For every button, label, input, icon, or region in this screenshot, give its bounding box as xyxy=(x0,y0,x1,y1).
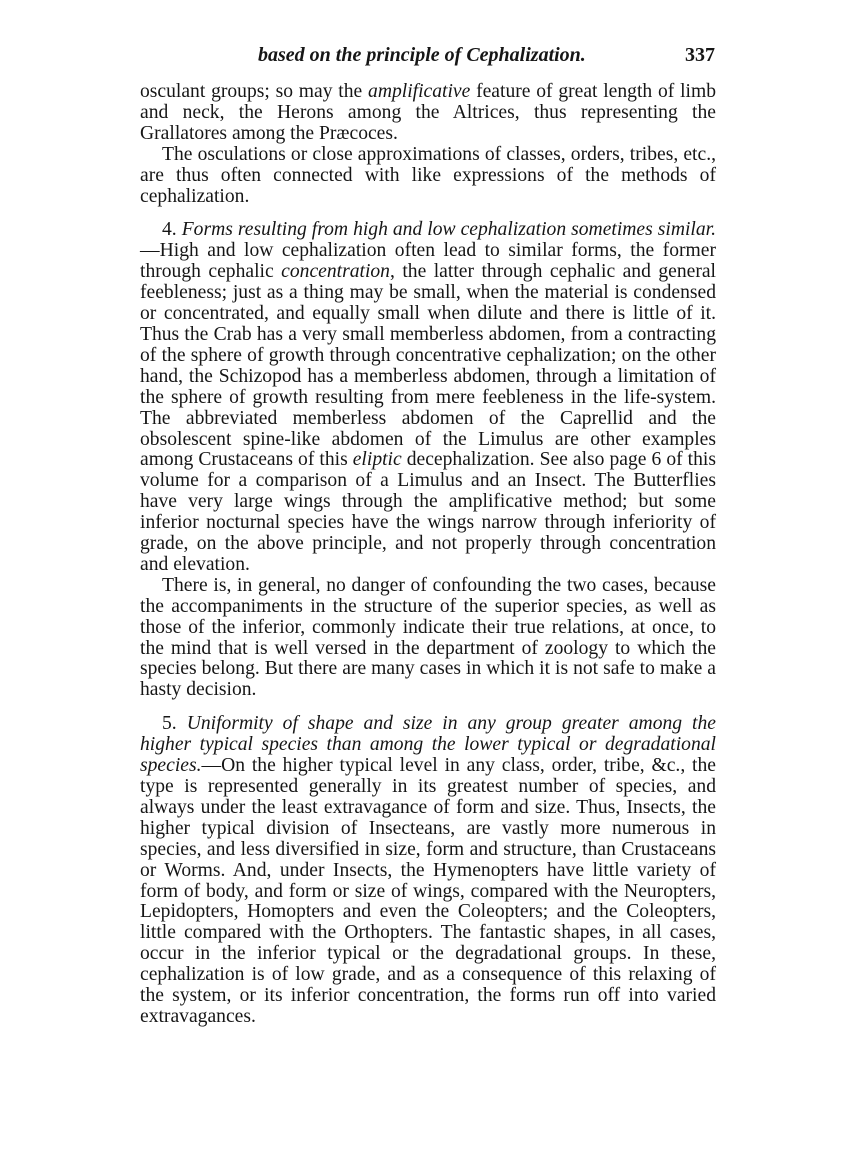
section-heading: Uniformity of shape and size in any group greater among the higher typical species than among the lower typical or degradational species. xyxy=(140,713,716,777)
section-number: 4. xyxy=(162,219,177,241)
paragraph-text: , the latter through cephalic and general feebleness; just as a thing may be small, when the material is condensed or concentrated, and equally small when dilute and there is little of it. Thus the Crab has a very small memberless abdomen, from a contracting of the sphere of growth through concentrative cephalization; on the other hand, the Schizopod has a memberless abdomen, through a limitation of the sphere of growth resulting from mere feebleness in the life-system. The abbreviated memberless abdomen of the Caprellid and the obsolescent spine-like abdomen of the Limulus are other examples among Crustaceans of this xyxy=(140,261,716,471)
paragraph-text: —On the higher typical level in any class, order, tribe, &c., the type is represented generally in its greatest number of species, and always under the least extravagance of form and size. Thus, Insects, the higher typical division of Insecteans, are vastly more numerous in species, and less diversified in size, form and structure, than Crustaceans or Worms. And, under Insects, the Hymenopters have little variety of form of body, and form or size of wings, compared with the Neuropters, Lepidopters, Homopters and even the Coleopters; and the Coleopters, little compared with the Orthopters. The fantastic shapes, in all cases, occur in the inferior typical or the degradational groups. In these, cephalization is of low grade, and as a consequence of this relaxing of the system, or its inferior concentration, the forms run off into varied extravagances. xyxy=(140,755,716,1027)
emphasis-text: amplificative xyxy=(368,81,471,102)
paragraph-text: feature of great length of limb and neck, the Herons among the Altrices, thus representing the Grallatores among the Præcoces. xyxy=(140,81,716,144)
paragraph-osculations xyxy=(140,145,716,208)
paragraph-continued xyxy=(140,82,716,145)
emphasis-text: eliptic xyxy=(352,449,402,471)
section-number: 5. xyxy=(162,713,177,735)
section-heading: Forms resulting from high and low cephalization sometimes similar. xyxy=(181,219,716,241)
paragraph-text: —High and low cephalization often lead to similar forms, the former through cephalic xyxy=(140,240,716,283)
body-text xyxy=(140,82,716,1028)
section-4 xyxy=(140,220,716,575)
paragraph-text: The osculations or close approximations of classes, orders, tribes, etc., are thus often connected with like expressions of the methods of cephalization. xyxy=(140,143,716,207)
paragraph-text: osculant groups; so may the xyxy=(140,81,369,102)
section-5 xyxy=(140,714,716,1028)
paragraph-text: There is, in general, no danger of confounding the two cases, because the accompaniments in the structure of the superior species, as well as those of the inferior, commonly indicate their true relations, at once, to the mind that is well versed in the department of zoology to which the species belong. But there are many cases in which it is not safe to make a hasty decision. xyxy=(140,574,716,701)
emphasis-text: concentration xyxy=(281,261,390,283)
page-number: 337 xyxy=(685,44,715,66)
paragraph-text: decephalization. See also page 6 of this volume for a comparison of a Limulus and an Insect. The Butterflies have very large wings through the amplificative method; but some inferior nocturnal species have the wings narrow through inferiority of grade, on the above principle, and not properly through concentration and elevation. xyxy=(140,449,716,575)
running-title: based on the principle of Cephalization. xyxy=(258,44,586,66)
running-head xyxy=(140,44,715,72)
paragraph-confounding xyxy=(140,576,716,701)
